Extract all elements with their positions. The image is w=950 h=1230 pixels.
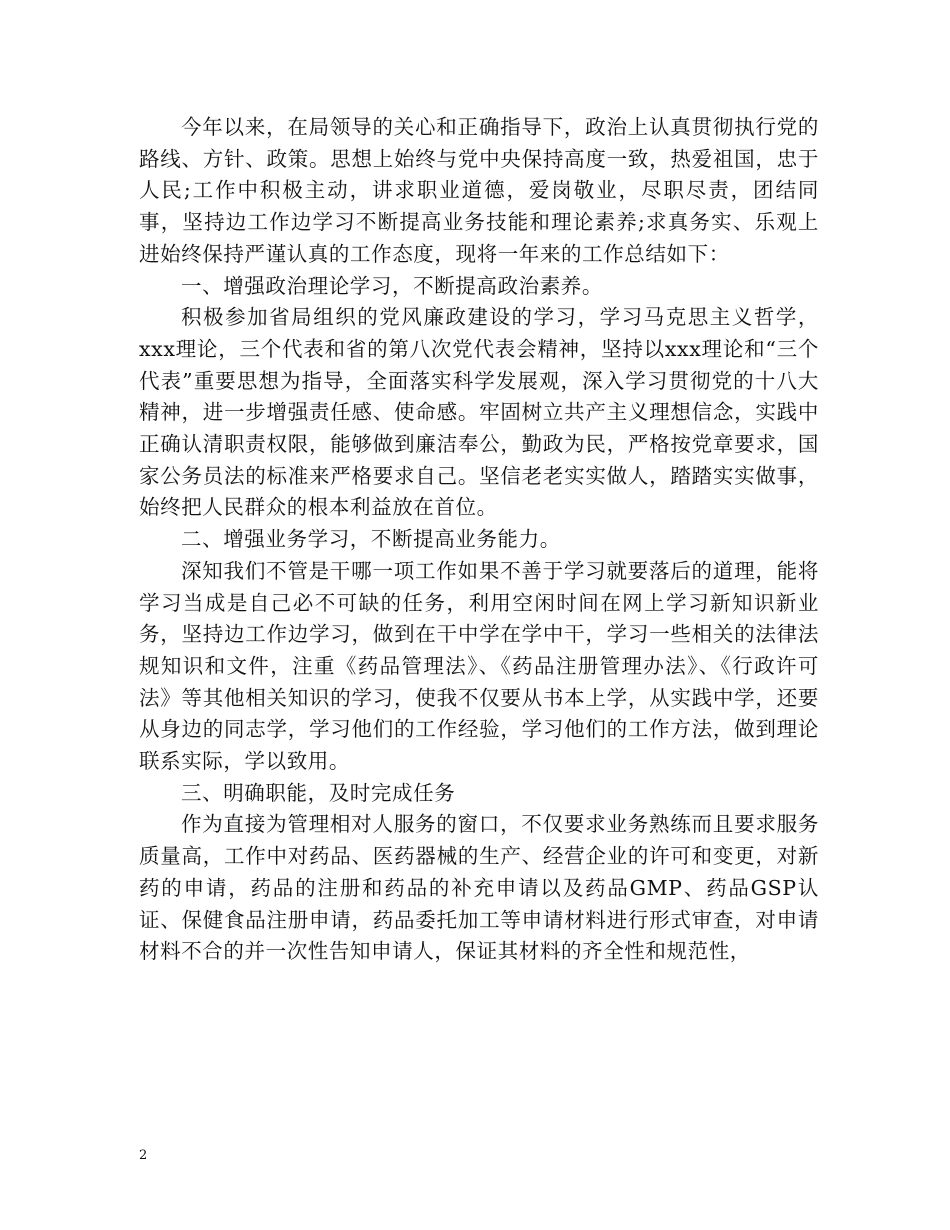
document-body <box>139 112 819 968</box>
paragraph-business-study: 深知我们不管是干哪一项工作如果不善于学习就要落后的道理，能将学习当成是自己必不可缺的任务，利用空闲时间在网上学习新知识新业务，坚持边工作边学习，做到在干中学在学中干，学习一些相关的法律法规知识和文件，注重《药品管理法》、《药品注册管理办法》、《行政许可法》等其他相关知识的学习，使我不仅要从书本上学，从实践中学，还要从身边的同志学，学习他们的工作经验，学习他们的工作方法，做到理论联系实际，学以致用。 <box>139 558 819 774</box>
section-heading-business-study: 二、增强业务学习，不断提高业务能力。 <box>181 527 561 552</box>
paragraph-intro: 今年以来，在局领导的关心和正确指导下，政治上认真贯彻执行党的路线、方针、政策。思想上始终与党中央保持高度一致，热爱祖国，忠于人民;工作中积极主动，讲求职业道德，爱岗敬业，尽职尽责，团结同事，坚持边工作边学习不断提高业务技能和理论素养;求真务实、乐观上进始终保持严谨认真的工作态度，现将一年来的工作总结如下： <box>139 115 819 266</box>
section-heading-political-study: 一、增强政治理论学习，不断提高政治素养。 <box>181 273 603 298</box>
paragraph-political-study: 积极参加省局组织的党风廉政建设的学习，学习马克思主义哲学，xxx理论，三个代表和省的第八次党代表会精神，坚持以xxx理论和“三个代表”重要思想为指导，全面落实科学发展观，深入学习贯彻党的十八大精神，进一步增强责任感、使命感。牢固树立共产主义理想信念，实践中正确认清职责权限，能够做到廉洁奉公，勤政为民，严格按党章要求，国家公务员法的标准来严格要求自己。坚信老老实实做人，踏踏实实做事，始终把人民群众的根本利益放在首位。 <box>139 305 819 520</box>
section-heading-duties: 三、明确职能，及时完成任务 <box>181 780 456 805</box>
paragraph-duties: 作为直接为管理相对人服务的窗口，不仅要求业务熟练而且要求服务质量高，工作中对药品、医药器械的生产、经营企业的许可和变更，对新药的申请，药品的注册和药品的补充申请以及药品GMP、药品GSP认证、保健食品注册申请，药品委托加工等申请材料进行形式审查，对申请材料不合的并一次性告知申请人，保证其材料的齐全性和规范性， <box>139 812 819 964</box>
page-number: 2 <box>139 1148 148 1163</box>
